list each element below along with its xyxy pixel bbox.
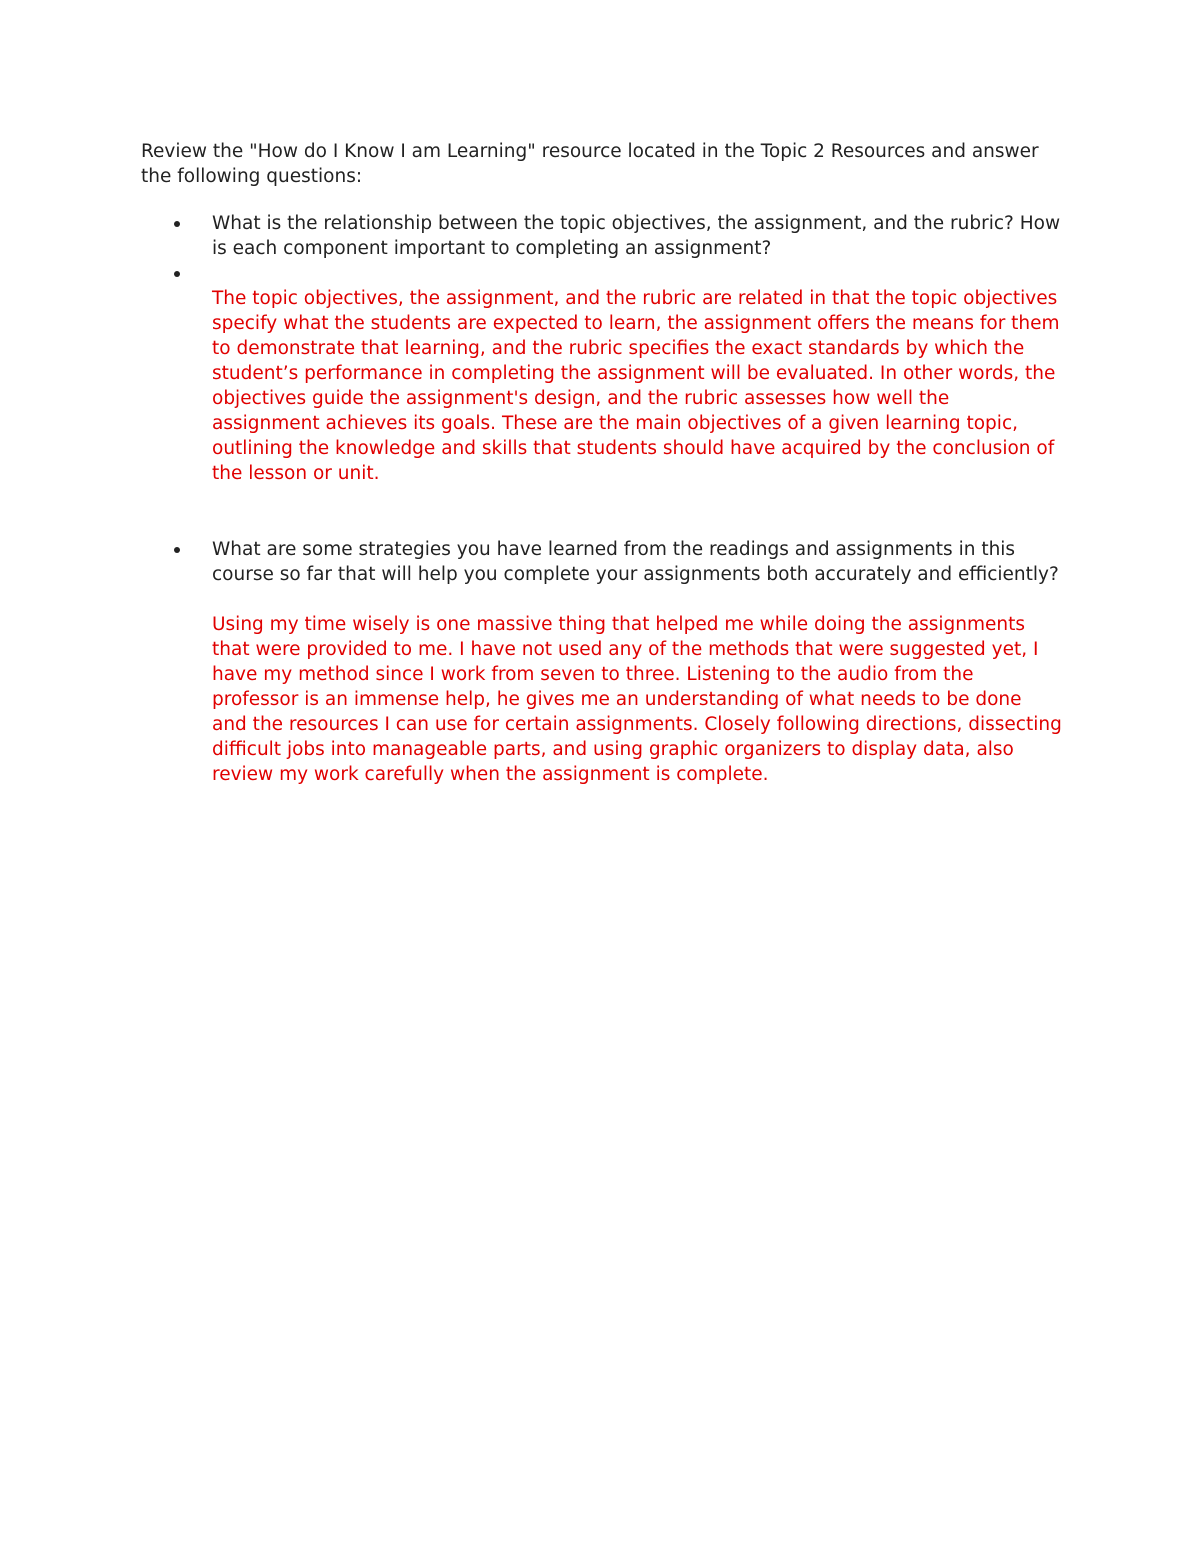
document-body bbox=[141, 139, 1071, 787]
question-list bbox=[141, 211, 1071, 787]
bullet-icon bbox=[174, 547, 180, 553]
list-item-question-2 bbox=[141, 537, 1062, 787]
answer-1-text: The topic objectives, the assignment, and the rubric are related in that the topic objectives specify what the students are expected to learn, the assignment offers the means for them to demonstrate that learning, and the rubric specifies the exact standards by which the student’s performance in completing the assignment will be evaluated. In other words, the objectives guide the assignment's design, and the rubric assesses how well the assignment achieves its goals. These are the main objectives of a given learning topic, outlining the knowledge and skills that students should have acquired by the conclusion of the lesson or unit. bbox=[212, 288, 1060, 484]
bullet-icon bbox=[174, 271, 180, 277]
bullet-icon bbox=[174, 221, 180, 227]
question-1-text: What is the relationship between the topic objectives, the assignment, and the rubric? How is each component important to completing an assignment? bbox=[212, 213, 1061, 259]
list-item-answer-1 bbox=[141, 261, 1062, 486]
list-item-question-1 bbox=[141, 211, 1062, 261]
intro-paragraph: Review the "How do I Know I am Learning" resource located in the Topic 2 Resources and answer the following questions: bbox=[141, 141, 1039, 187]
answer-2-text: Using my time wisely is one massive thing that helped me while doing the assignments that were provided to me. I have not used any of the methods that were suggested yet, I have my method since I work from seven to three. Listening to the audio from the professor is an immense help, he gives me an understanding of what needs to be done and the resources I can use for certain assignments. Closely following directions, dissecting difficult jobs into manageable parts, and using graphic organizers to display data, also review my work carefully when the assignment is complete. bbox=[212, 614, 1062, 785]
question-2-text: What are some strategies you have learned from the readings and assignments in this course so far that will help you complete your assignments both accurately and efficiently? bbox=[212, 539, 1059, 585]
